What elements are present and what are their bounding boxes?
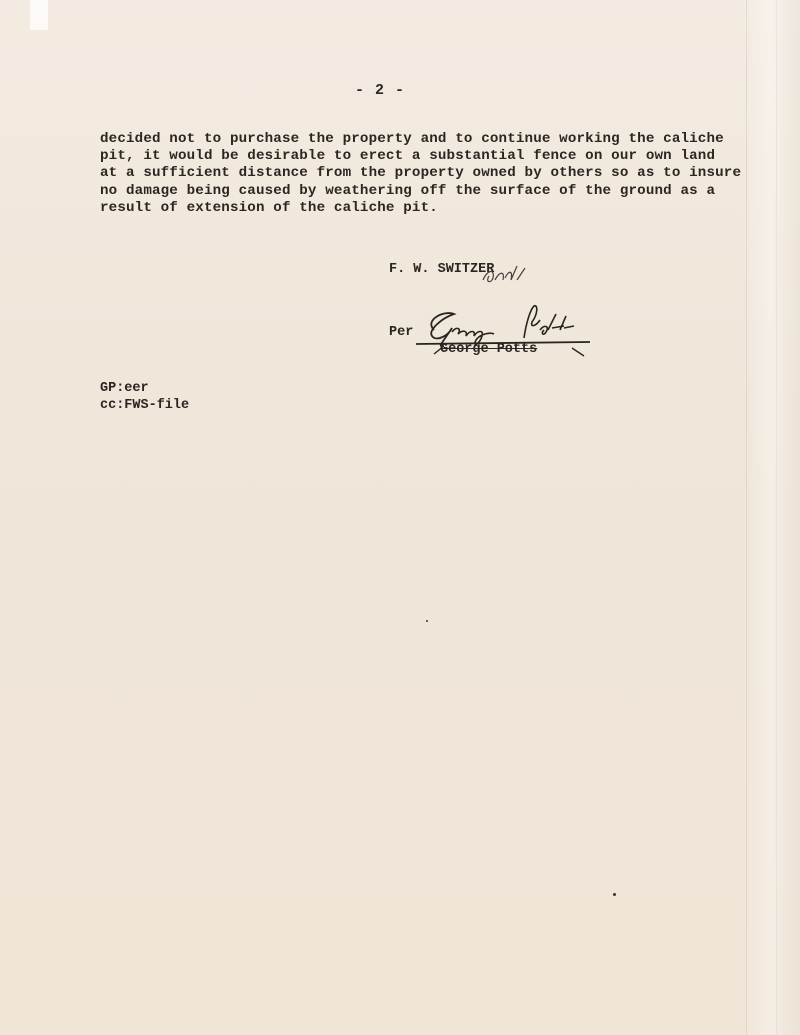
- body-line: no damage being caused by weathering off the surface of the ground as a: [100, 182, 716, 199]
- per-label: Per: [389, 325, 414, 340]
- paper-speck: [613, 893, 616, 896]
- handwritten-initials: [477, 258, 535, 288]
- letter-body: [100, 131, 742, 217]
- page-number: - 2 -: [355, 82, 406, 99]
- page-right-edge: [742, 0, 800, 1035]
- body-line: pit, it would be desirable to erect a substantial fence on our own land: [100, 148, 716, 165]
- typist-initials: GP:eer: [100, 381, 149, 396]
- paper-speck: [426, 620, 428, 622]
- body-line: at a sufficient distance from the property owned by others so as to insure: [100, 165, 742, 182]
- typed-signer-name: George Potts: [440, 342, 538, 357]
- body-line: decided not to purchase the property and to continue working the caliche: [100, 131, 724, 147]
- copy-distribution: cc:FWS-file: [100, 398, 190, 413]
- handwritten-signature: [414, 300, 594, 362]
- reference-initials: [100, 380, 189, 414]
- paper-tear-mark: [30, 0, 48, 30]
- body-line: result of extension of the caliche pit.: [100, 199, 438, 216]
- sender-name: F. W. SWITZER: [389, 262, 495, 277]
